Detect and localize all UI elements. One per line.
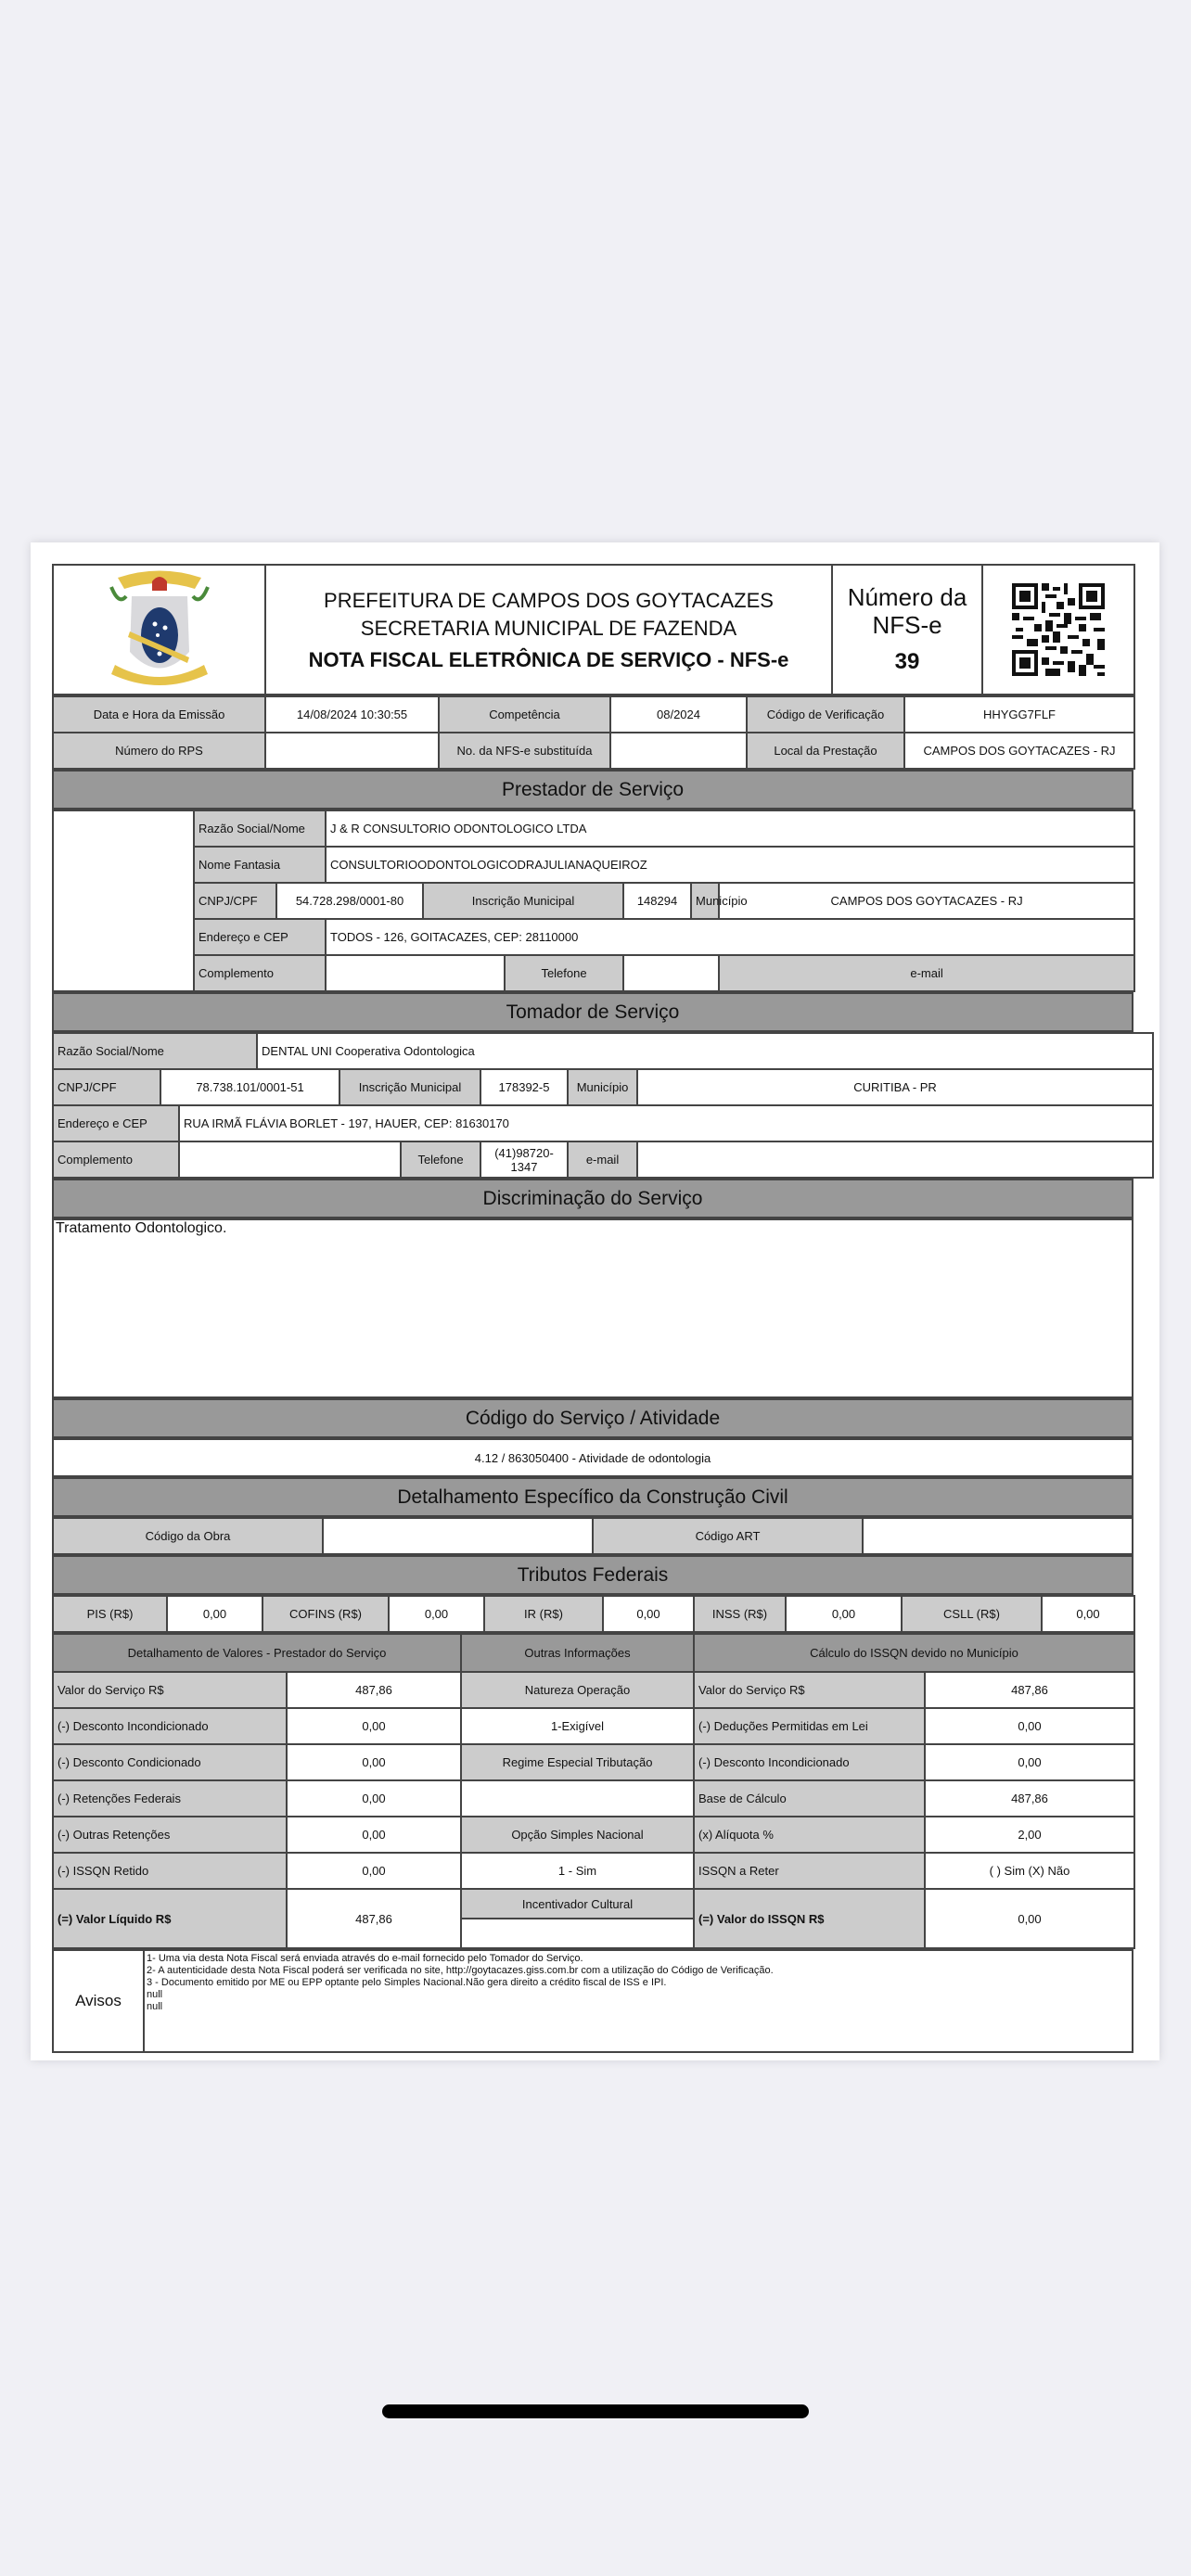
issqn-reter-value: ( ) Sim (X) Não xyxy=(925,1853,1134,1889)
tomador-section-header xyxy=(52,992,1133,1032)
prestador-fantasia-label: Nome Fantasia xyxy=(194,847,326,883)
outras-informacoes-title: Outras Informações xyxy=(461,1634,694,1672)
aviso-line: 3 - Documento emitido por ME ou EPP optante pelo Simples Nacional.Não gera direito a crédito fiscal de ISS e IPI. xyxy=(147,1977,667,1988)
prestador-municipio-value: CAMPOS DOS GOYTACAZES - RJ xyxy=(719,883,1134,919)
avisos-text xyxy=(144,1950,1133,2052)
issqn-valor-servico-value: 487,86 xyxy=(925,1672,1134,1708)
natureza-operacao-label: Natureza Operação xyxy=(461,1672,694,1708)
nfse-document xyxy=(52,564,1133,2053)
tomador-municipio-label: Município xyxy=(568,1069,637,1105)
verificacao-value: HHYGG7FLF xyxy=(904,696,1134,733)
tomador-endereco-label: Endereço e CEP xyxy=(53,1105,179,1141)
avisos-table xyxy=(52,1949,1133,2053)
valor-liquido-value: 487,86 xyxy=(287,1889,461,1948)
ir-value: 0,00 xyxy=(603,1596,694,1632)
emissao-value: 14/08/2024 10:30:55 xyxy=(265,696,439,733)
valor-servico-label: Valor do Serviço R$ xyxy=(53,1672,287,1708)
deducoes-label: (-) Deduções Permitidas em Lei xyxy=(694,1708,925,1744)
prestador-endereco-value: TODOS - 126, GOITACAZES, CEP: 28110000 xyxy=(326,919,1134,955)
discriminacao-title: Discriminação do Serviço xyxy=(53,1180,1133,1218)
prestador-complemento-label: Complemento xyxy=(194,955,326,991)
codigo-servico-title: Código do Serviço / Atividade xyxy=(53,1399,1133,1437)
construcao-section-header xyxy=(52,1477,1133,1517)
base-calculo-label: Base de Cálculo xyxy=(694,1780,925,1817)
desconto-incondicionado-label: (-) Desconto Incondicionado xyxy=(53,1708,287,1744)
emission-info-table xyxy=(52,695,1135,770)
tomador-table xyxy=(52,1032,1154,1179)
cofins-label: COFINS (R$) xyxy=(263,1596,389,1632)
pis-label: PIS (R$) xyxy=(53,1596,167,1632)
prestador-inscricao-value: 148294 xyxy=(623,883,691,919)
outras-retencoes-value: 0,00 xyxy=(287,1817,461,1853)
codigo-art-label: Código ART xyxy=(593,1518,863,1554)
prestador-inscricao-label: Inscrição Municipal xyxy=(423,883,623,919)
construcao-table xyxy=(52,1517,1133,1555)
header-table xyxy=(52,564,1135,695)
valor-issqn-label: (=) Valor do ISSQN R$ xyxy=(694,1889,925,1948)
ir-label: IR (R$) xyxy=(484,1596,603,1632)
csll-label: CSLL (R$) xyxy=(902,1596,1042,1632)
prestador-table xyxy=(52,810,1135,992)
prestador-section-header xyxy=(52,770,1133,810)
secretaria-title: SECRETARIA MUNICIPAL DE FAZENDA xyxy=(360,617,737,640)
cofins-value: 0,00 xyxy=(389,1596,484,1632)
incentivador-cultural-label: Incentivador Cultural xyxy=(461,1889,694,1919)
nfse-number-label-1: Número da xyxy=(847,583,967,611)
prestador-cnpj-value: 54.728.298/0001-80 xyxy=(276,883,423,919)
prestador-telefone-value xyxy=(623,955,719,991)
base-calculo-value: 487,86 xyxy=(925,1780,1134,1817)
issqn-valor-servico-label: Valor do Serviço R$ xyxy=(694,1672,925,1708)
codigo-obra-value xyxy=(323,1518,593,1554)
prestador-razao-label: Razão Social/Nome xyxy=(194,810,326,847)
tomador-endereco-value: RUA IRMÃ FLÁVIA BORLET - 197, HAUER, CEP: 81630170 xyxy=(179,1105,1153,1141)
prestador-municipio-label: Município xyxy=(691,883,719,919)
qr-cell xyxy=(982,565,1134,695)
retencoes-federais-value: 0,00 xyxy=(287,1780,461,1817)
issqn-retido-value: 0,00 xyxy=(287,1853,461,1889)
discriminacao-section-header xyxy=(52,1179,1133,1218)
nfse-number-cell xyxy=(832,565,982,695)
local-value: CAMPOS DOS GOYTACAZES - RJ xyxy=(904,733,1134,769)
nfse-number-value: 39 xyxy=(894,649,920,674)
tomador-cnpj-label: CNPJ/CPF xyxy=(53,1069,160,1105)
verificacao-label: Código de Verificação xyxy=(747,696,904,733)
issqn-desconto-incondicionado-label: (-) Desconto Incondicionado xyxy=(694,1744,925,1780)
rps-label: Número do RPS xyxy=(53,733,265,769)
retencoes-federais-label: (-) Retenções Federais xyxy=(53,1780,287,1817)
tomador-telefone-value: (41)98720-1347 xyxy=(480,1141,568,1178)
prestador-razao-value: J & R CONSULTORIO ODONTOLOGICO LTDA xyxy=(326,810,1134,847)
document-title: NOTA FISCAL ELETRÔNICA DE SERVIÇO - NFS-e xyxy=(308,648,789,671)
pis-value: 0,00 xyxy=(167,1596,263,1632)
aliquota-value: 2,00 xyxy=(925,1817,1134,1853)
prestador-email-label: e-mail xyxy=(719,955,1134,991)
tomador-email-value xyxy=(637,1141,1153,1178)
construcao-title: Detalhamento Específico da Construção Civil xyxy=(53,1478,1133,1516)
inss-value: 0,00 xyxy=(786,1596,902,1632)
codigo-servico-table xyxy=(52,1438,1133,1477)
tomador-inscricao-value: 178392-5 xyxy=(480,1069,568,1105)
tributos-title: Tributos Federais xyxy=(53,1556,1133,1594)
codigo-servico-section-header xyxy=(52,1398,1133,1438)
prestador-title: Prestador de Serviço xyxy=(53,771,1133,809)
avisos-label: Avisos xyxy=(53,1950,144,2052)
tomador-cnpj-value: 78.738.101/0001-51 xyxy=(160,1069,339,1105)
valor-liquido-label: (=) Valor Líquido R$ xyxy=(53,1889,287,1948)
desconto-incondicionado-value: 0,00 xyxy=(287,1708,461,1744)
outras-retencoes-label: (-) Outras Retenções xyxy=(53,1817,287,1853)
tributos-section-header xyxy=(52,1555,1133,1595)
issqn-retido-label: (-) ISSQN Retido xyxy=(53,1853,287,1889)
tomador-razao-label: Razão Social/Nome xyxy=(53,1033,257,1069)
prestador-logo-area xyxy=(53,810,194,991)
coat-of-arms-icon xyxy=(104,568,215,689)
prefeitura-title: PREFEITURA DE CAMPOS DOS GOYTACAZES xyxy=(324,589,774,612)
valor-issqn-value: 0,00 xyxy=(925,1889,1134,1948)
aviso-line: null xyxy=(147,2001,163,2012)
local-label: Local da Prestação xyxy=(747,733,904,769)
simples-nacional-value: 1 - Sim xyxy=(461,1853,694,1889)
csll-value: 0,00 xyxy=(1042,1596,1134,1632)
header-title-cell xyxy=(265,565,832,695)
emissao-label: Data e Hora da Emissão xyxy=(53,696,265,733)
nfse-number-label-2: NFS-e xyxy=(872,611,942,639)
issqn-desconto-incondicionado-value: 0,00 xyxy=(925,1744,1134,1780)
aviso-line: null xyxy=(147,1989,163,2000)
aviso-line: 1- Uma via desta Nota Fiscal será enviada através do e-mail fornecido pelo Tomador do Serviço. xyxy=(147,1953,583,1964)
inss-label: INSS (R$) xyxy=(694,1596,786,1632)
issqn-title: Cálculo do ISSQN devido no Município xyxy=(694,1634,1134,1672)
tomador-complemento-label: Complemento xyxy=(53,1141,179,1178)
regime-especial-value xyxy=(461,1780,694,1817)
prestador-complemento-value xyxy=(326,955,505,991)
issqn-reter-label: ISSQN a Reter xyxy=(694,1853,925,1889)
natureza-operacao-value: 1-Exigível xyxy=(461,1708,694,1744)
valores-prestador-title: Detalhamento de Valores - Prestador do Serviço xyxy=(53,1634,461,1672)
valor-servico-value: 487,86 xyxy=(287,1672,461,1708)
logo-cell xyxy=(53,565,265,695)
simples-nacional-label: Opção Simples Nacional xyxy=(461,1817,694,1853)
prestador-telefone-label: Telefone xyxy=(505,955,623,991)
qr-code-icon xyxy=(1012,583,1105,676)
substituida-value xyxy=(610,733,747,769)
codigo-art-value xyxy=(863,1518,1133,1554)
aviso-line: 2- A autenticidade desta Nota Fiscal poderá ser verificada no site, http://goytacazes.giss.com.br com a utilização do Código de Verificação. xyxy=(147,1965,774,1976)
prestador-fantasia-value: CONSULTORIOODONTOLOGICODRAJULIANAQUEIROZ xyxy=(326,847,1134,883)
regime-especial-label: Regime Especial Tributação xyxy=(461,1744,694,1780)
aliquota-label: (x) Alíquota % xyxy=(694,1817,925,1853)
valores-table xyxy=(52,1633,1135,1949)
tomador-razao-value: DENTAL UNI Cooperativa Odontologica xyxy=(257,1033,1153,1069)
substituida-label: No. da NFS-e substituída xyxy=(439,733,610,769)
tomador-title: Tomador de Serviço xyxy=(53,993,1133,1031)
discriminacao-text: Tratamento Odontologico. xyxy=(53,1219,1133,1397)
tomador-telefone-label: Telefone xyxy=(401,1141,480,1178)
prestador-endereco-label: Endereço e CEP xyxy=(194,919,326,955)
desconto-condicionado-label: (-) Desconto Condicionado xyxy=(53,1744,287,1780)
tributos-table xyxy=(52,1595,1135,1633)
codigo-servico-value: 4.12 / 863050400 - Atividade de odontologia xyxy=(53,1439,1133,1476)
incentivador-cultural-value xyxy=(461,1919,694,1948)
competencia-label: Competência xyxy=(439,696,610,733)
codigo-obra-label: Código da Obra xyxy=(53,1518,323,1554)
rps-value xyxy=(265,733,439,769)
tomador-inscricao-label: Inscrição Municipal xyxy=(339,1069,480,1105)
discriminacao-table xyxy=(52,1218,1133,1398)
home-indicator[interactable] xyxy=(382,2404,809,2418)
prestador-cnpj-label: CNPJ/CPF xyxy=(194,883,276,919)
competencia-value: 08/2024 xyxy=(610,696,747,733)
deducoes-value: 0,00 xyxy=(925,1708,1134,1744)
desconto-condicionado-value: 0,00 xyxy=(287,1744,461,1780)
tomador-complemento-value xyxy=(179,1141,401,1178)
document-page xyxy=(31,542,1159,2060)
tomador-email-label: e-mail xyxy=(568,1141,637,1178)
tomador-municipio-value: CURITIBA - PR xyxy=(637,1069,1153,1105)
